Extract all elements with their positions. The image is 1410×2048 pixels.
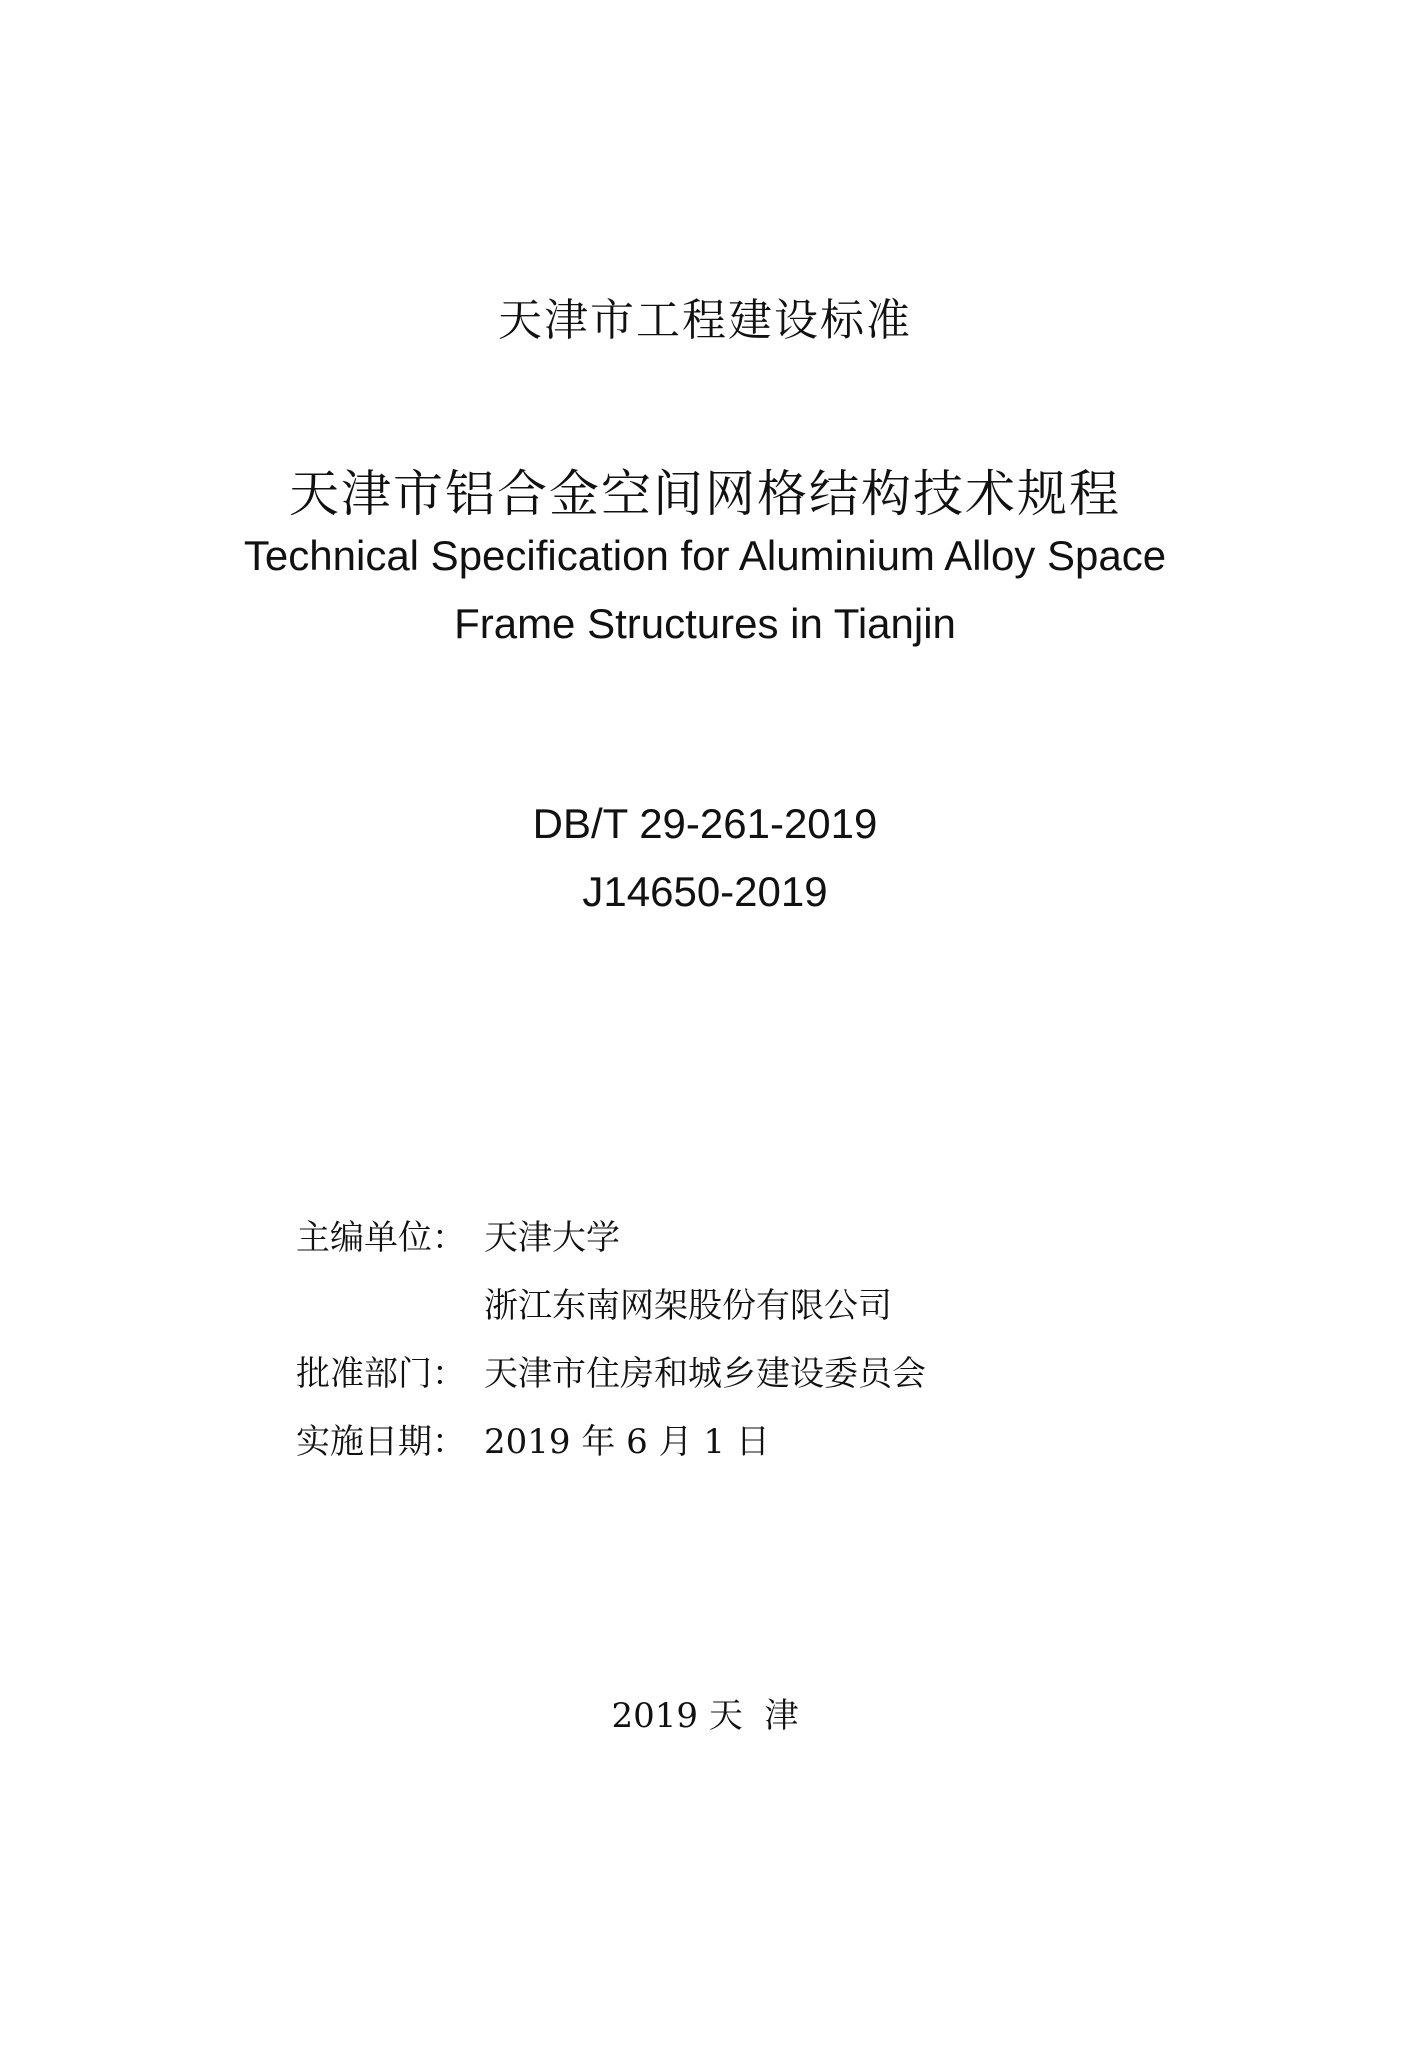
title-chinese: 天津市铝合金空间网格结构技术规程 <box>289 465 1121 523</box>
record-number: J14650-2019 <box>582 868 828 915</box>
approver-row <box>296 1346 926 1395</box>
editor-value-2: 浙江东南网架股份有限公司 <box>484 1286 892 1326</box>
title-english-line-2: Frame Structures in Tianjin <box>454 600 956 647</box>
standard-number: DB/T 29-261-2019 <box>532 800 878 847</box>
effective-date-label: 实施日期： <box>296 1422 466 1462</box>
approver-value: 天津市住房和城乡建设委员会 <box>484 1354 926 1394</box>
effective-date-value: 2019 年 6 月 1 日 <box>484 1422 770 1462</box>
publication-year-place: 2019 天 津 <box>611 1696 799 1736</box>
editor-value-1: 天津大学 <box>484 1218 620 1258</box>
effective-date-row <box>296 1414 770 1463</box>
title-english-line-1: Technical Specification for Aluminium Alloy Space <box>243 532 1167 579</box>
editor-row <box>296 1210 620 1259</box>
standard-category: 天津市工程建设标准 <box>498 295 912 346</box>
approver-label: 批准部门： <box>296 1354 466 1394</box>
editor-label: 主编单位： <box>296 1218 466 1258</box>
editor-row-2 <box>296 1278 892 1327</box>
